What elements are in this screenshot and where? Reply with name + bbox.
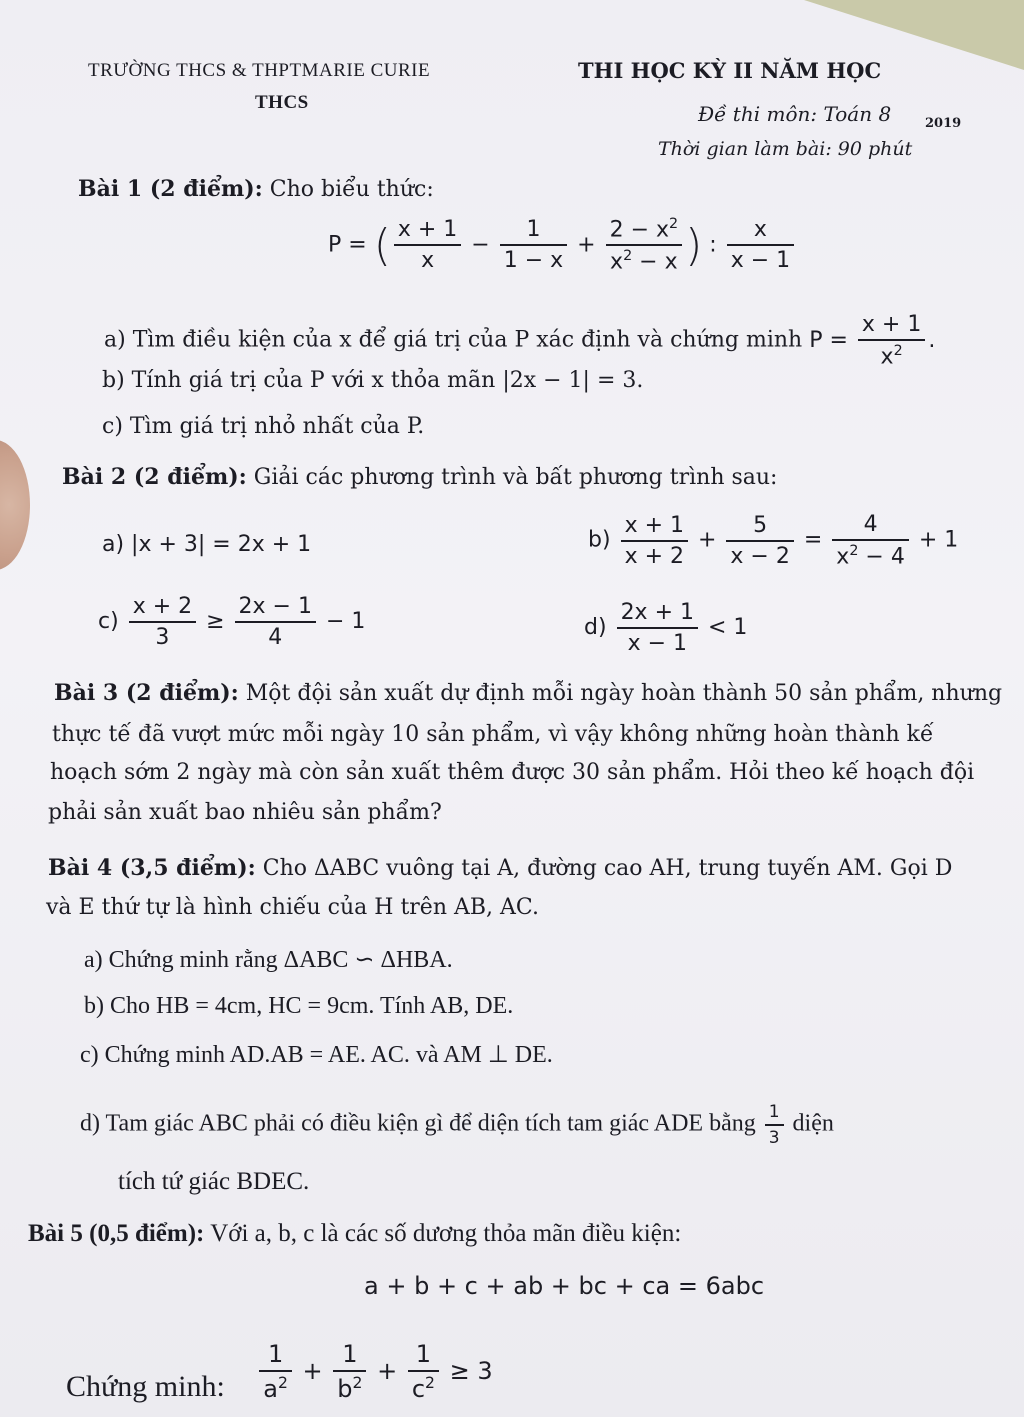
bai2-intro: Giải các phương trình và bất phương trình sau: [253,465,778,490]
bai5-condition: a + b + c + ab + bc + ca = 6abc [364,1272,765,1300]
bai2-part-d-tail: < 1 [708,615,748,640]
bai4-part-d-text: d) Tam giác ABC phải có điều kiện gì để diện tích tam giác ADE bằng [80,1110,756,1137]
exam-time: Thời gian làm bài: 90 phút [658,138,913,160]
bai3-line3: hoạch sớm 2 ngày mà còn sản xuất thêm được 30 sản phẩm. Hỏi theo kế hoạch đội [50,760,975,785]
bai1-part-a [104,312,935,369]
bai5-title: Bài 5 (0,5 điểm): [28,1220,205,1247]
bai1-intro: Cho biểu thức: [269,177,434,202]
bai1-part-a-formula: P = $\frac{x + 1}{x^2}$ . [809,312,936,370]
bai2-part-d: d) $\frac{2x + 1}{x - 1}$ < 1 [584,600,748,656]
bai4-part-d [80,1102,834,1148]
bai1-part-b: b) Tính giá trị của P với x thỏa mãn |2x − 1| = 3. [102,368,644,393]
bai2-part-c: c) $\frac{x + 2}{3}$ ≥ $\frac{2x - 1}{4}$ − 1 [98,594,366,650]
exam-subject: Đề thi môn: Toán 8 [698,102,892,126]
bai3-line2: thực tế đã vượt mức mỗi ngày 10 sản phẩm, vì vậy không những hoàn thành kế [52,722,934,747]
bai1-expression: P = ( $\frac{x + 1}{x}$ − $\frac{1}{1 - x}$ + $\frac{2 - x^2}{x^2 - x}$ ) : $\frac{x}{x - 1}$ [328,216,797,275]
school-name: TRƯỜNG THCS & THPTMARIE CURIE [88,60,431,81]
school-level: THCS [255,92,309,113]
bai3-line4: phải sản xuất bao nhiêu sản phẩm? [48,800,442,825]
bai3-title: Bài 3 (2 điểm): [54,680,239,706]
bai2-title: Bài 2 (2 điểm): [62,464,247,490]
bai2-heading [62,464,777,490]
bai4-part-a: a) Chứng minh rằng ΔABC ∽ ΔHBA. [84,947,453,973]
bai2-part-d-label: d) [584,615,607,640]
bai4-part-b: b) Cho HB = 4cm, HC = 9cm. Tính AB, DE. [84,993,514,1019]
bai5-prove-label: Chứng minh: [66,1370,225,1403]
bai2-part-a: a) |x + 3| = 2x + 1 [102,532,312,557]
bai1-heading [78,176,434,202]
bai4-part-c: c) Chứng minh AD.AB = AE. AC. và AM ⊥ DE. [80,1042,553,1068]
bai1-part-c: c) Tìm giá trị nhỏ nhất của P. [102,414,425,439]
exam-title: THI HỌC KỲ II NĂM HỌC [578,58,882,83]
bai4-line1-text: Cho ΔABC vuông tại A, đường cao AH, trung tuyến AM. Gọi D [262,856,953,881]
fraction-one-third: $\frac{1}{3}$ [765,1102,784,1148]
bai4-line2: và E thứ tự là hình chiếu của H trên AB, AC. [46,895,539,920]
bai2-part-b: b) $\frac{x + 1}{x + 2}$ + $\frac{5}{x - 2}$ = $\frac{4}{x^2 - 4}$ + 1 [588,512,959,570]
bai4-line1 [48,855,952,881]
bai2-part-c-tail: − 1 [325,609,366,634]
bai1-title: Bài 1 (2 điểm): [78,176,263,202]
bai5-prove-tail: ≥ 3 [449,1356,493,1385]
bai4-part-d-line2: tích tứ giác BDEC. [118,1168,310,1195]
bai4-part-d-tail: diện [792,1110,834,1137]
bai3-line1 [54,680,1002,706]
bai4-title: Bài 4 (3,5 điểm): [48,855,256,881]
bai5-heading [28,1220,681,1248]
exam-year: 2019 [925,116,962,131]
bai5-intro: Với a, b, c là các số dương thỏa mãn điều kiện: [210,1220,682,1247]
bai1-part-a-text: a) Tìm điều kiện của x để giá trị của P xác định và chứng minh [104,327,803,353]
bai2-part-c-label: c) [98,609,119,634]
bai5-prove [66,1340,493,1404]
bai3-line1-text: Một đội sản xuất dự định mỗi ngày hoàn thành 50 sản phẩm, nhưng [245,681,1003,706]
bai2-part-b-label: b) [588,527,611,553]
bai5-inequality: $\frac{1}{a^2}$ + $\frac{1}{b^2}$ + $\frac{1}{c^2}$ ≥ 3 [256,1357,492,1385]
